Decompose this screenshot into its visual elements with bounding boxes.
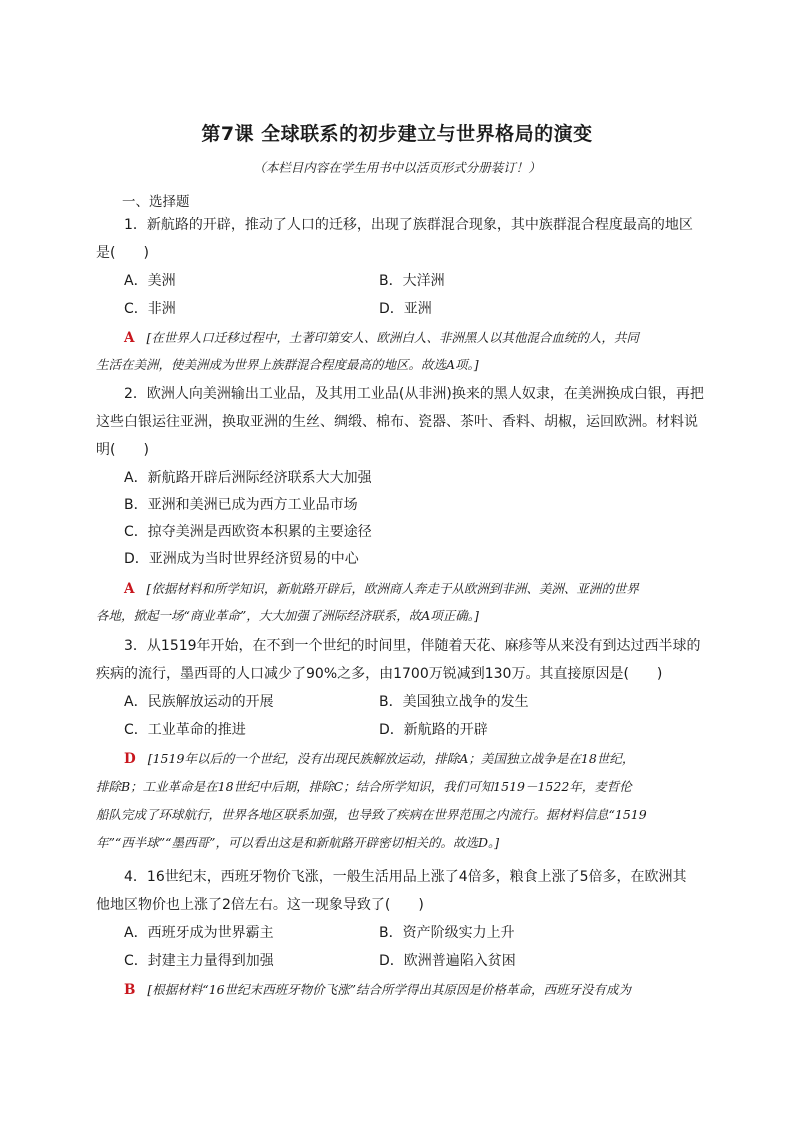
question-4-stem: 他地区物价也上涨了2倍左右。这一现象导致了( )	[96, 897, 424, 913]
question-3-option: D．新航路的开辟	[379, 722, 488, 738]
question-3-option: C．工业革命的推进	[124, 722, 246, 738]
question-2-option: C．掠夺美洲是西欧资本积累的主要途径	[124, 524, 372, 540]
question-2-option: A．新航路开辟后洲际经济联系大大加强	[124, 470, 372, 486]
question-1-option: D．亚洲	[379, 301, 432, 317]
answer-explanation: [依据材料和所学知识，新航路开辟后，欧洲商人奔走于从欧洲到非洲、美洲、亚洲的世界	[146, 581, 639, 596]
answer-explanation: [在世界人口迁移过程中，土著印第安人、欧洲白人、非洲黑人以其他混合血统的人，共同	[146, 330, 639, 345]
question-4-stem: 4．16世纪末，西班牙物价飞涨，一般生活用品上涨了4倍多，粮食上涨了5倍多，在欧洲其	[124, 869, 687, 885]
question-1-option: B．大洋洲	[379, 273, 445, 289]
question-4-answer	[124, 980, 631, 998]
question-1-option: A．美洲	[124, 273, 176, 289]
question-2-stem: 2．欧洲人向美洲输出工业品，及其用工业品(从非洲)换来的黑人奴隶，在美洲换成白银，再把	[124, 386, 704, 402]
lesson-title: 第7课 全球联系的初步建立与世界格局的演变	[201, 123, 593, 145]
answer-letter: B	[124, 982, 136, 998]
question-1-answer-cont: 生活在美洲，使美洲成为世界上族群混合程度最高的地区。故选A项。]	[96, 357, 479, 372]
question-2-stem: 明( )	[96, 442, 149, 458]
question-2-option: B．亚洲和美洲已成为西方工业品市场	[124, 497, 358, 513]
question-1-option: C．非洲	[124, 301, 176, 317]
question-1-stem: 是( )	[96, 245, 149, 261]
question-4-option: C．封建主力量得到加强	[124, 953, 274, 969]
answer-explanation: [根据材料“16世纪末西班牙物价飞涨”结合所学得出其原因是价格革命，西班牙没有成为	[147, 982, 631, 997]
section-heading: 一、选择题	[122, 194, 190, 210]
answer-explanation: [1519年以后的一个世纪，没有出现民族解放运动，排除A；美国独立战争是在18世纪，	[147, 751, 635, 766]
question-2-option: D．亚洲成为当时世界经济贸易的中心	[124, 551, 359, 567]
question-2-answer	[124, 579, 639, 597]
question-3-option: B．美国独立战争的发生	[379, 694, 529, 710]
answer-letter: D	[124, 751, 136, 767]
question-3-answer-cont: 船队完成了环球航行，世界各地区联系加强，也导致了疾病在世界范围之内流行。据材料信息“1519	[96, 807, 647, 822]
question-3-answer	[124, 749, 634, 767]
question-3-stem: 3．从1519年开始，在不到一个世纪的时间里，伴随着天花、麻疹等从来没有到达过西半球的	[124, 638, 701, 654]
question-3-answer-cont: 排除B；工业革命是在18世纪中后期，排除C；结合所学知识，我们可知1519－1522年，麦哲伦	[96, 779, 632, 794]
question-2-stem: 这些白银运往亚洲，换取亚洲的生丝、绸缎、棉布、瓷器、茶叶、香料、胡椒，运回欧洲。材料说	[96, 414, 698, 430]
question-3-stem: 疾病的流行，墨西哥的人口减少了90%之多，由1700万锐减到130万。其直接原因是( )	[96, 666, 663, 682]
question-1-stem: 1．新航路的开辟，推动了人口的迁移，出现了族群混合现象，其中族群混合程度最高的地区	[124, 217, 693, 233]
question-4-option: D．欧洲普遍陷入贫困	[379, 953, 516, 969]
question-4-option: B．资产阶级实力上升	[379, 925, 515, 941]
question-4-option: A．西班牙成为世界霸主	[124, 925, 274, 941]
question-3-answer-cont: 年”“西半球”“墨西哥”，可以看出这是和新航路开辟密切相关的。故选D。]	[96, 835, 500, 850]
answer-letter: A	[124, 581, 135, 597]
question-3-option: A．民族解放运动的开展	[124, 694, 274, 710]
question-2-answer-cont: 各地，掀起一场“商业革命”，大大加强了洲际经济联系，故A项正确。]	[96, 608, 479, 623]
answer-letter: A	[124, 330, 135, 346]
question-1-answer	[124, 328, 639, 346]
subtitle-note: （本栏目内容在学生用书中以活页形式分册装订！）	[253, 160, 541, 175]
